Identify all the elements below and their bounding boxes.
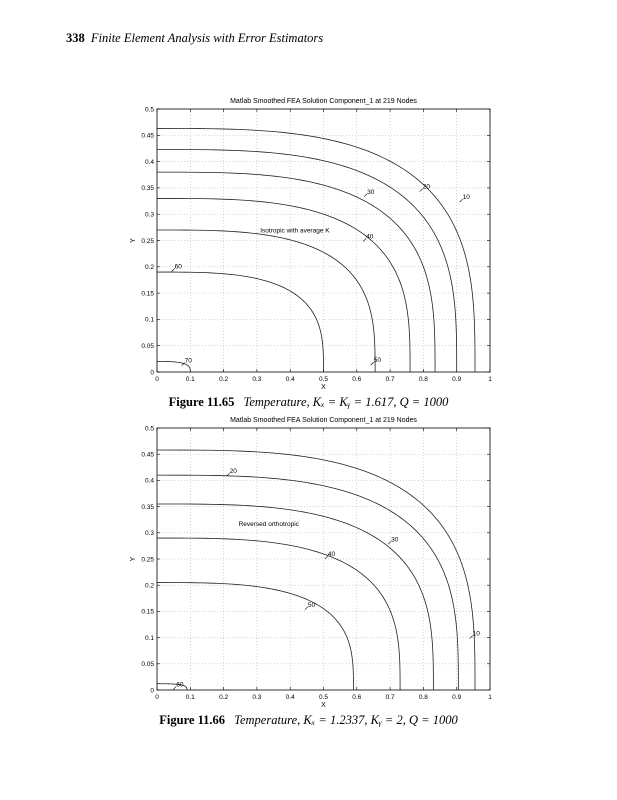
- contour-label: 30: [367, 188, 375, 196]
- x-axis-label: X: [321, 702, 326, 709]
- y-tick-label: 0.15: [141, 290, 154, 298]
- figure-label: Figure 11.66: [159, 713, 226, 727]
- y-tick-label: 0.2: [144, 582, 154, 590]
- figure-label: Figure 11.65: [168, 395, 235, 409]
- y-tick-label: 0.35: [141, 503, 154, 511]
- y-tick-label: 0.3: [144, 211, 154, 219]
- x-tick-label: 0.5: [318, 376, 329, 383]
- figure-caption-text: Temperature, Kₓ = 1.2337, Kᵧ = 2, Q = 1000: [234, 713, 458, 727]
- x-tick-label: 0.6: [352, 376, 362, 383]
- y-tick-label: 0.45: [141, 451, 154, 459]
- x-tick-label: 0.3: [252, 694, 262, 701]
- page-number: 338: [66, 31, 85, 45]
- y-tick-label: 0: [150, 687, 154, 695]
- x-tick-label: 0.8: [418, 694, 428, 701]
- contour-line-40: [157, 538, 400, 690]
- x-tick-label: 1: [488, 376, 492, 383]
- plot-annotation: Reversed orthotropic: [238, 520, 299, 528]
- contour-label: 50: [307, 601, 316, 609]
- figure-caption-text: Temperature, Kₓ = Kᵧ = 1.617, Q = 1000: [243, 395, 449, 409]
- chart-title: Matlab Smoothed FEA Solution Component_1 at 219 Nodes: [230, 98, 417, 105]
- y-tick-label: 0.45: [141, 132, 154, 140]
- y-tick-label: 0.15: [141, 608, 154, 616]
- x-tick-label: 0.8: [418, 376, 428, 383]
- x-tick-label: 0.9: [452, 376, 462, 383]
- contour-line-10: [157, 450, 475, 690]
- contour-label: 70: [184, 357, 192, 365]
- y-tick-label: 0.3: [144, 530, 154, 538]
- y-tick-label: 0.2: [144, 264, 154, 272]
- x-tick-label: 1: [488, 694, 492, 701]
- y-tick-label: 0.05: [141, 661, 154, 669]
- contour-label: 10: [472, 630, 480, 638]
- y-axis-label: Y: [130, 238, 137, 243]
- y-tick-label: 0.4: [144, 477, 154, 485]
- y-tick-label: 0.5: [144, 106, 154, 114]
- x-tick-label: 0.2: [219, 694, 229, 701]
- x-tick-label: 0.3: [252, 376, 262, 383]
- contour-label: 60: [174, 263, 182, 271]
- x-tick-label: 0.5: [318, 694, 329, 701]
- contour-line-50: [157, 583, 353, 690]
- y-tick-label: 0.1: [144, 634, 154, 642]
- x-tick-label: 0.7: [385, 694, 395, 701]
- x-tick-label: 0.6: [352, 694, 362, 701]
- x-tick-label: 0.2: [219, 376, 229, 383]
- y-tick-label: 0.25: [141, 237, 154, 245]
- x-axis-label: X: [321, 384, 326, 391]
- y-tick-label: 0.25: [141, 556, 154, 564]
- contour-label: 20: [422, 183, 430, 191]
- contour-label: 40: [327, 550, 336, 558]
- contour-label: 30: [391, 536, 399, 544]
- x-tick-label: 0: [155, 694, 159, 701]
- contour-label: 50: [373, 357, 382, 365]
- x-tick-label: 0.1: [185, 694, 195, 701]
- y-tick-label: 0.5: [144, 425, 154, 433]
- x-tick-label: 0: [155, 376, 159, 383]
- x-tick-label: 0.4: [285, 694, 295, 701]
- y-tick-label: 0.05: [141, 343, 154, 350]
- contour-label: 10: [462, 194, 470, 202]
- book-title: Finite Element Analysis with Error Estimators: [90, 31, 324, 45]
- y-tick-label: 0: [150, 369, 154, 377]
- x-tick-label: 0.9: [452, 694, 462, 701]
- y-tick-label: 0.35: [141, 185, 154, 193]
- contour-line-30: [157, 504, 433, 690]
- chart-title: Matlab Smoothed FEA Solution Component_1 at 219 Nodes: [230, 417, 417, 424]
- y-axis-label: Y: [130, 556, 137, 562]
- x-tick-label: 0.4: [285, 376, 295, 383]
- x-tick-label: 0.1: [185, 376, 195, 383]
- x-tick-label: 0.7: [385, 376, 395, 383]
- y-tick-label: 0.4: [144, 158, 154, 166]
- contour-label: 20: [229, 468, 237, 476]
- plot-annotation: Isotropic with average K: [260, 227, 330, 235]
- contour-label: 60: [176, 681, 184, 689]
- figure-caption-2: [0, 713, 617, 728]
- contour-label: 40: [366, 233, 374, 241]
- y-tick-label: 0.1: [144, 316, 154, 324]
